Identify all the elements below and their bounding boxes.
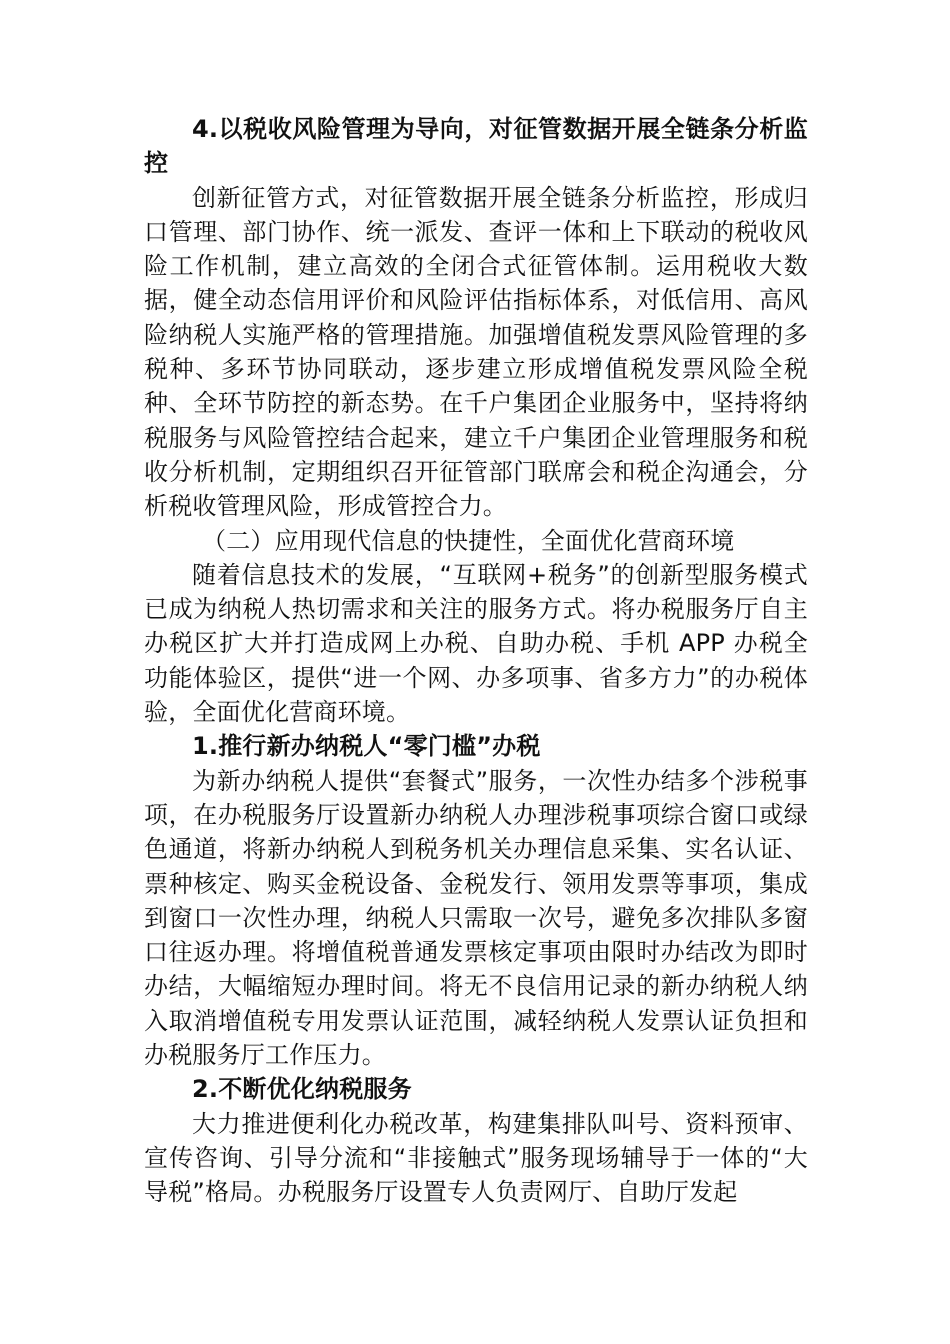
heading-risk-management: 4.以税收风险管理为导向，对征管数据开展全链条分析监控: [144, 115, 808, 178]
document-page: [144, 112, 808, 1210]
section-heading-business-environment: （二）应用现代信息的快捷性，全面优化营商环境: [202, 526, 735, 555]
heading-optimize-service: 2.不断优化纳税服务: [192, 1075, 412, 1104]
paragraph-internet-tax: 随着信息技术的发展，“互联网+税务”的创新型服务模式已成为纳税人热切需求和关注的服务方式。将办税服务厅自主办税区扩大并打造成网上办税、自助办税、手机 APP 办税全功能体验区，提供“进一个网、办多项事、省多方力”的办税体验，全面优化营商环境。: [144, 560, 808, 727]
paragraph-risk-management: 创新征管方式，对征管数据开展全链条分析监控，形成归口管理、部门协作、统一派发、查评一体和上下联动的税收风险工作机制，建立高效的全闭合式征管体制。运用税收大数据，健全动态信用评价和风险评估指标体系，对低信用、高风险纳税人实施严格的管理措施。加强增值税发票风险管理的多税种、多环节协同联动，逐步建立形成增值税发票风险全税种、全环节防控的新态势。在千户集团企业服务中，坚持将纳税服务与风险管控结合起来，建立千户集团企业管理服务和税收分析机制，定期组织召开征管部门联席会和税企沟通会，分析税收管理风险，形成管控合力。: [144, 183, 808, 521]
paragraph-optimize-service: 大力推进便利化办税改革，构建集排队叫号、资料预审、宣传咨询、引导分流和“非接触式”服务现场辅导于一体的“大导税”格局。办税服务厅设置专人负责网厅、自助厅发起: [144, 1109, 808, 1207]
paragraph-zero-threshold: 为新办纳税人提供“套餐式”服务，一次性办结多个涉税事项，在办税服务厅设置新办纳税人办理涉税事项综合窗口或绿色通道，将新办纳税人到税务机关办理信息采集、实名认证、票种核定、购买金税设备、金税发行、领用发票等事项，集成到窗口一次性办理，纳税人只需取一次号，避免多次排队多窗口往返办理。将增值税普通发票核定事项由限时办结改为即时办结，大幅缩短办理时间。将无不良信用记录的新办纳税人纳入取消增值税专用发票认证范围，减轻纳税人发票认证负担和办税服务厅工作压力。: [144, 766, 808, 1070]
heading-zero-threshold: 1.推行新办纳税人“零门槛”办税: [192, 732, 541, 761]
